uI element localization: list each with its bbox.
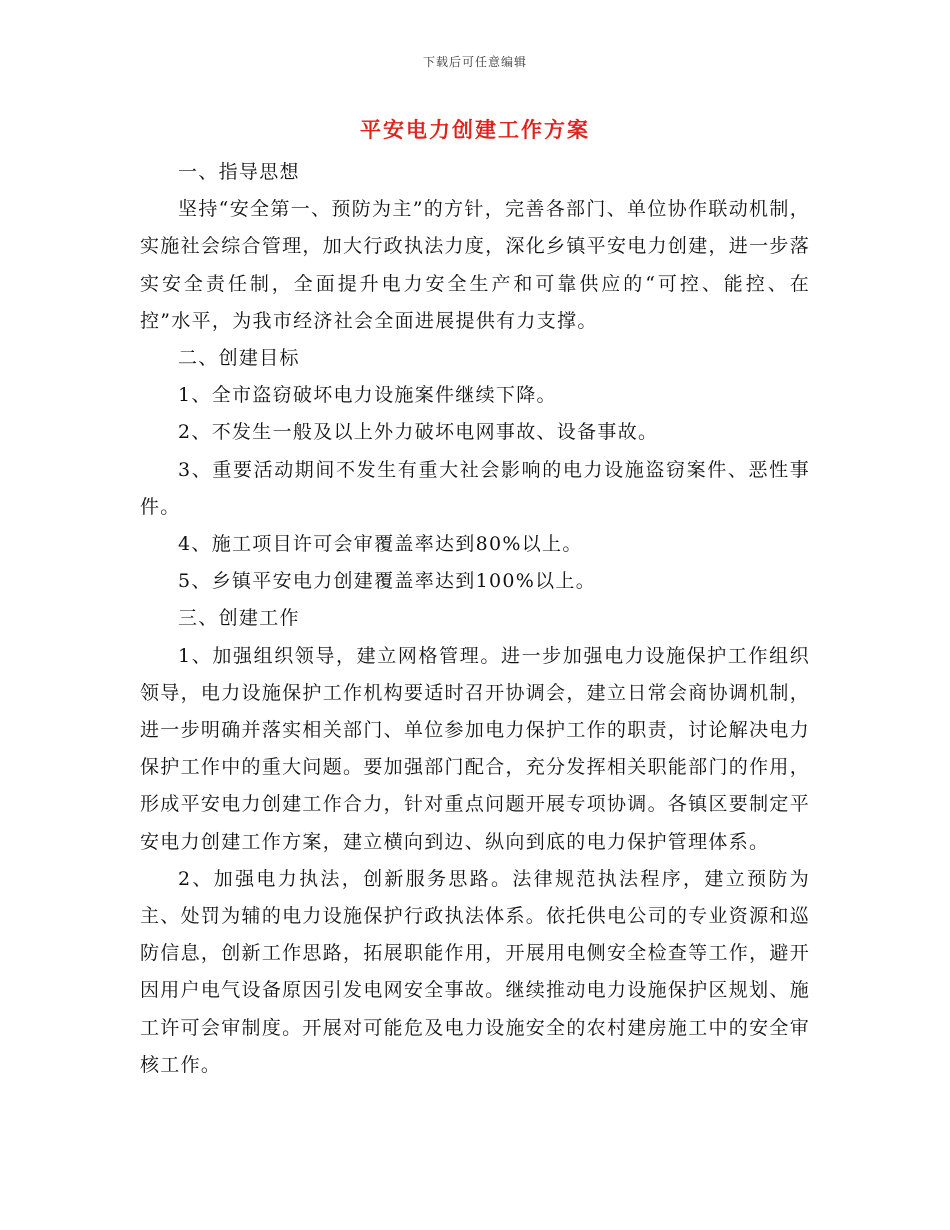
goal-item-3: 3、重要活动期间不发生有重大社会影响的电力设施盗窃案件、恶性事件。 <box>140 458 810 518</box>
goal-item-5: 5、乡镇平安电力创建覆盖率达到100%以上。 <box>178 570 597 593</box>
section-heading-guiding-ideology: 一、指导思想 <box>178 161 300 183</box>
header-note: 下载后可任意编辑 <box>422 55 527 69</box>
document-title: 平安电力创建工作方案 <box>360 117 590 142</box>
goal-item-1: 1、全市盗窃破坏电力设施案件继续下降。 <box>178 384 557 407</box>
section-heading-goals: 二、创建目标 <box>178 347 300 370</box>
section-heading-work: 三、创建工作 <box>178 607 300 630</box>
document-body <box>140 154 810 1084</box>
goal-item-2: 2、不发生一般及以上外力破坏电网事故、设备事故。 <box>178 421 659 444</box>
paragraph-guiding-ideology: 坚持“安全第一、预防为主”的方针，完善各部门、单位协作联动机制，实施社会综合管理，加大行政执法力度，深化乡镇平安电力创建，进一步落实安全责任制，全面提升电力安全生产和可靠供应的“可控、能控、在控”水平，为我市经济社会全面进展提供有力支撑。 <box>140 198 810 332</box>
goal-item-4: 4、施工项目许可会审覆盖率达到80%以上。 <box>178 533 583 556</box>
work-item-2: 2、加强电力执法，创新服务思路。法律规范执法程序，建立预防为主、处罚为辅的电力设施保护行政执法体系。依托供电公司的专业资源和巡防信息，创新工作思路，拓展职能作用，开展用电侧安全检查等工作，避开因用户电气设备原因引发电网安全事故。继续推动电力设施保护区规划、施工许可会审制度。开展对可能危及电力设施安全的农村建房施工中的安全审核工作。 <box>140 867 810 1076</box>
work-item-1: 1、加强组织领导，建立网格管理。进一步加强电力设施保护工作组织领导，电力设施保护工作机构要适时召开协调会，建立日常会商协调机制，进一步明确并落实相关部门、单位参加电力保护工作的职责，讨论解决电力保护工作中的重大问题。要加强部门配合，充分发挥相关职能部门的作用，形成平安电力创建工作合力，针对重点问题开展专项协调。各镇区要制定平安电力创建工作方案，建立横向到边、纵向到底的电力保护管理体系。 <box>140 644 810 853</box>
